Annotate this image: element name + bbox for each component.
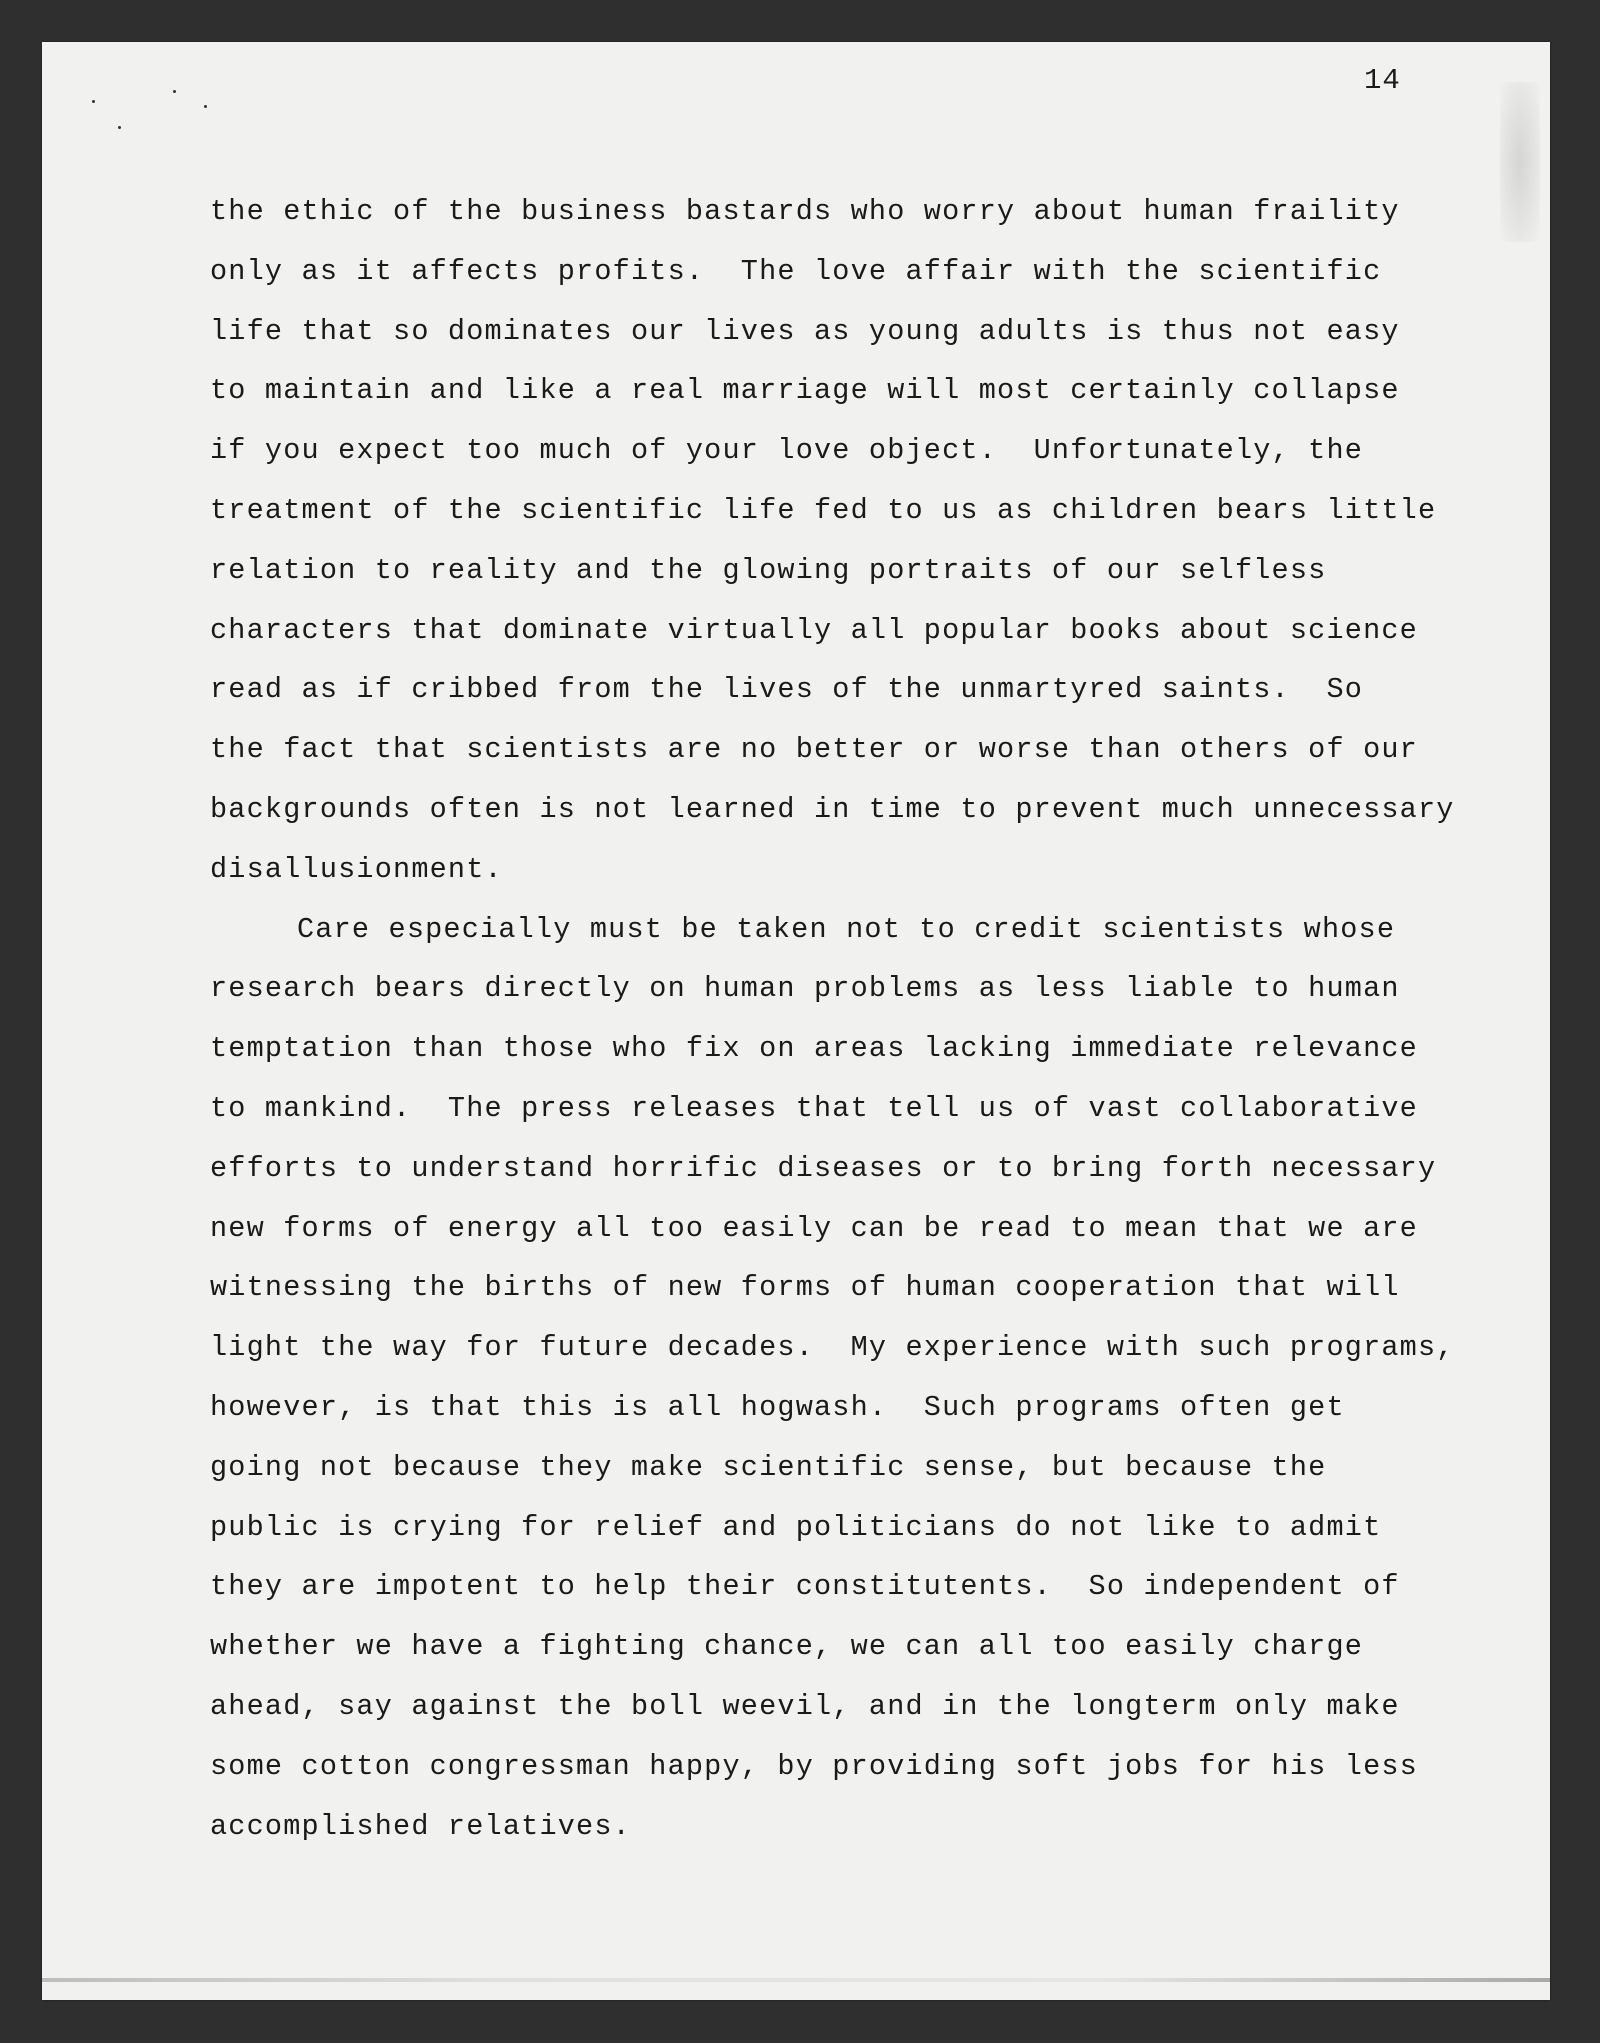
page-number: 14 [1364, 64, 1401, 97]
text-line: read as if cribbed from the lives of the unmartyred saints. So [210, 673, 1364, 707]
text-line: if you expect too much of your love object. Unfortunately, the [210, 434, 1364, 468]
text-line: accomplished relatives. [210, 1809, 631, 1843]
text-line: to maintain and like a real marriage will most certainly collapse [210, 374, 1400, 408]
text-line: new forms of energy all too easily can be read to mean that we are [210, 1211, 1418, 1245]
page-body-text [210, 182, 1510, 1856]
text-line: life that so dominates our lives as young adults is thus not easy [210, 314, 1400, 348]
text-line: research bears directly on human problems as less liable to human [210, 972, 1400, 1006]
ink-speck [118, 126, 121, 129]
text-line: witnessing the births of new forms of human cooperation that will [210, 1271, 1400, 1305]
ink-speck [173, 90, 176, 93]
typewritten-page [42, 42, 1550, 2000]
paragraph-start-line: Care especially must be taken not to credit scientists whose [297, 912, 1396, 946]
text-line: temptation than those who fix on areas lacking immediate relevance [210, 1032, 1418, 1066]
ink-speck [204, 105, 207, 108]
text-line: light the way for future decades. My experience with such programs, [210, 1331, 1455, 1365]
page-bottom-edge [42, 1978, 1550, 1982]
text-line: whether we have a fighting chance, we can all too easily charge [210, 1630, 1364, 1664]
text-line: some cotton congressman happy, by providing soft jobs for his less [210, 1749, 1418, 1783]
text-line: relation to reality and the glowing portraits of our selfless [210, 553, 1327, 587]
text-line: disallusionment. [210, 852, 503, 886]
ink-speck [92, 100, 95, 103]
text-line: however, is that this is all hogwash. Such programs often get [210, 1390, 1345, 1424]
text-line: to mankind. The press releases that tell us of vast collaborative [210, 1091, 1418, 1125]
text-line: only as it affects profits. The love affair with the scientific [210, 254, 1382, 288]
text-line: characters that dominate virtually all popular books about science [210, 613, 1418, 647]
text-line: ahead, say against the boll weevil, and in the longterm only make [210, 1689, 1400, 1723]
text-line: public is crying for relief and politicians do not like to admit [210, 1510, 1382, 1544]
text-line: the ethic of the business bastards who worry about human fraility [210, 195, 1400, 228]
text-line: treatment of the scientific life fed to us as children bears little [210, 493, 1437, 527]
text-line: the fact that scientists are no better or worse than others of our [210, 733, 1418, 767]
text-line: going not because they make scientific sense, but because the [210, 1450, 1327, 1484]
text-line: backgrounds often is not learned in time to prevent much unnecessary [210, 792, 1455, 826]
text-line: they are impotent to help their constitutents. So independent of [210, 1570, 1400, 1604]
text-line: efforts to understand horrific diseases or to bring forth necessary [210, 1151, 1437, 1185]
